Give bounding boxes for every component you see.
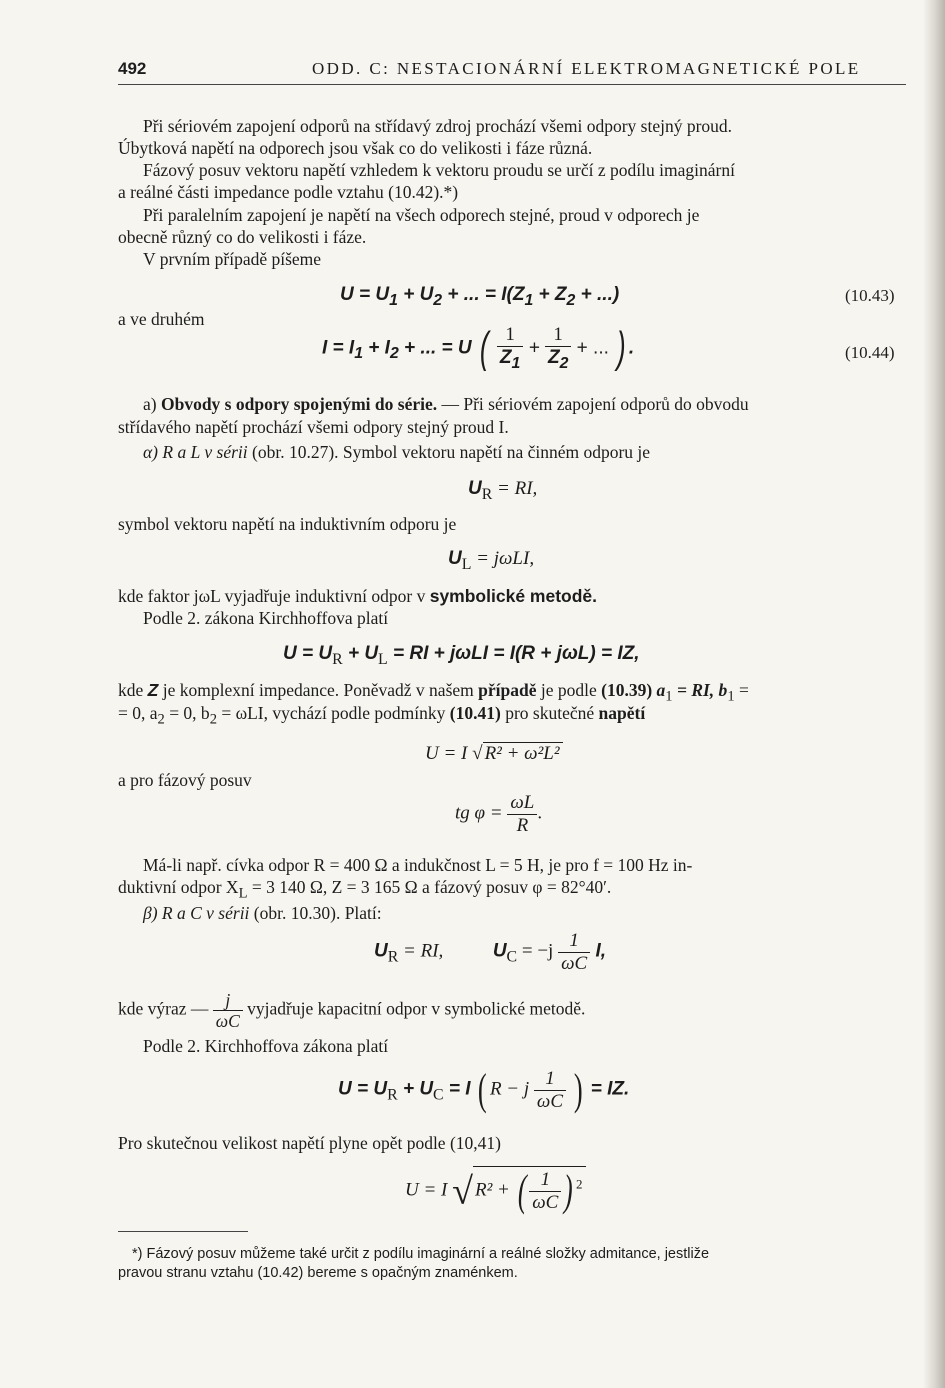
page-number: 492 — [118, 59, 147, 78]
equation-10-43: $U = U_1 + U_2$ + ... = $I(Z_1 + Z_2$ + ...) — [340, 284, 620, 309]
text-line: kde Z je komplexní impedance. Poněvadž v našem případě je podle (10.39) $a_1$ = RI, $b_1$ = — [118, 680, 749, 705]
footnote-rule — [118, 1231, 248, 1232]
section-heading-a: a) Obvody s odpory spojenými do série. — Při sériovém zapojení odporů do obvodu — [143, 394, 749, 414]
text-line: Fázový posuv vektoru napětí vzhledem k vektoru proudu se určí z podílu imaginární — [143, 160, 735, 180]
equation-kirchhoff-2: $U = U_R + U_C = I$ ( R − j $\frac{1}{\omega C}$ ) = IZ. — [338, 1065, 630, 1115]
running-title: ODD. C: NESTACIONÁRNÍ ELEKTROMAGNETICKÉ POLE — [312, 59, 861, 78]
text-line: Pro skutečnou velikost napětí plyne opět podle (10,41) — [118, 1133, 501, 1153]
equation-number: (10.43) — [845, 286, 895, 305]
text-line: kde výraz — $\frac{j}{\omega C}$ vyjadřuje kapacitní odpor v symbolické metodě. — [118, 990, 586, 1032]
header-rule — [118, 84, 906, 85]
text-line: Má-li např. cívka odpor R = 400 Ω a indukčnost L = 5 H, je pro f = 100 Hz in- — [143, 855, 693, 875]
footnote-line: *) Fázový posuv můžeme také určit z podílu imaginární a reálné složky admitance, jestliže — [132, 1246, 710, 1262]
subsection-alpha: α) R a L v sérii (obr. 10.27). Symbol vektoru napětí na činném odporu je — [143, 442, 651, 462]
text-line: V prvním případě píšeme — [143, 249, 322, 269]
equation-kirchhoff-1: $U = U_R + U_L$ = RI + jωLI = I(R + jωL) = IZ, — [283, 643, 640, 668]
text-line: a ve druhém — [118, 309, 205, 329]
text-line: střídavého napětí prochází všemi odpory stejný proud I. — [118, 417, 509, 437]
equation-uc: $U_R$ = RI, $U_C = -j$ $\frac{1}{\omega C}$ I, — [374, 930, 607, 974]
text-line: = 0, $a_2 = 0$, $b_2 = \omega LI$, vychází podle podmínky (10.41) pro skutečné napětí — [118, 703, 646, 728]
equation-10-44: $I = I_1 + I_2$ + ... = U ( $\frac{1}{Z_1}$ + $\frac{1}{Z_2}$ + ... ) . — [322, 323, 635, 373]
text-line: kde faktor jωL vyjadřuje induktivní odpor v symbolické metodě. — [118, 586, 598, 606]
equation-u-abs-2: U = I √ R² + ( $\frac{1}{\omega C}$ ) $^2$ — [405, 1166, 586, 1214]
text-line: Při paralelním zapojení je napětí na všech odporech stejné, proud v odporech je — [143, 205, 700, 225]
text-line: Úbytková napětí na odporech jsou však co do velikosti i fáze různá. — [118, 138, 593, 158]
text-line: duktivní odpor $X_L = 3$ 140 Ω, Z = 3 165 Ω a fázový posuv φ = 82°40′. — [118, 877, 612, 902]
equation-u-abs: U = I √ R² + ω²L² — [425, 742, 563, 765]
equation-tg-phi: tg φ = $\frac{\omega L}{R}$ . — [455, 792, 543, 836]
footnote-line: pravou stranu vztahu (10.42) bereme s opačným znaménkem. — [118, 1265, 518, 1281]
text-line: a reálné části impedance podle vztahu (10.42).*) — [118, 182, 459, 202]
text-line: symbol vektoru napětí na induktivním odporu je — [118, 514, 457, 534]
text-line: a pro fázový posuv — [118, 770, 252, 790]
text-line: Podle 2. zákona Kirchhoffova platí — [143, 608, 389, 628]
text-line: Podle 2. Kirchhoffova zákona platí — [143, 1036, 389, 1056]
equation-number: (10.44) — [845, 343, 895, 362]
text-line: obecně různý co do velikosti i fáze. — [118, 227, 367, 247]
text-line: Při sériovém zapojení odporů na střídavý zdroj prochází všemi odpory stejný proud. — [143, 116, 733, 136]
equation-ul: $U_L = j\omega LI$, — [448, 548, 535, 573]
equation-ur: $U_R$ = RI, — [468, 478, 538, 503]
subsection-beta: β) R a C v sérii (obr. 10.30). Platí: — [143, 903, 382, 923]
page-gutter-shadow — [923, 0, 945, 1388]
